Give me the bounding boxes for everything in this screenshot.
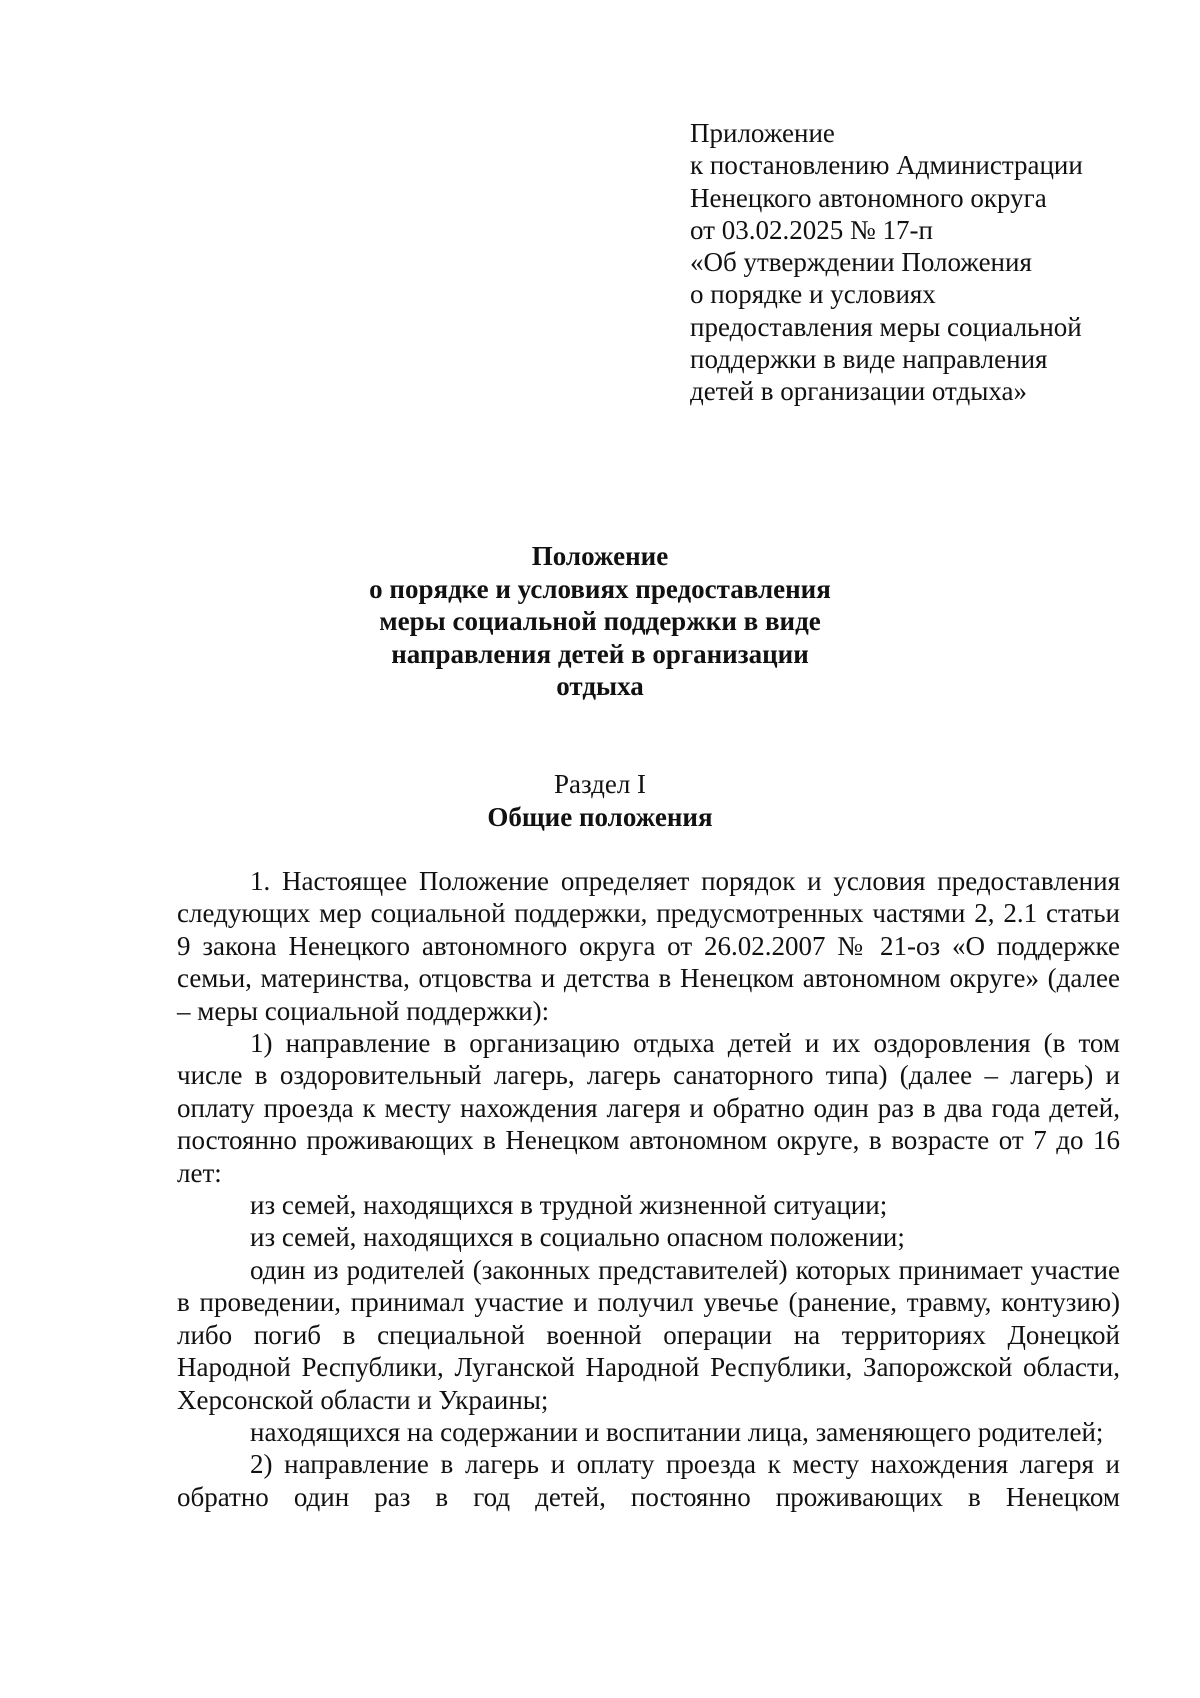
- appendix-header: [690, 117, 1150, 408]
- appendix-line: Ненецкого автономного округа: [690, 182, 1047, 213]
- appendix-line: о порядке и условиях: [690, 279, 936, 310]
- title-line: направления детей в организации: [391, 638, 809, 669]
- appendix-line: к постановлению Администрации: [690, 150, 1083, 181]
- paragraph-subitem: из семей, находящихся в трудной жизненной ситуации;: [250, 1190, 888, 1221]
- paragraph-1-item-2: 2) направление в лагерь и оплату проезда к месту нахождения лагеря и обратно один раз в год детей, постоянно проживающих в Ненецком: [177, 1449, 1120, 1512]
- paragraph-subitem: один из родителей (законных представителей) которых принимает участие в проведении, принимал участие и получил увечье (ранение, травму, контузию) либо погиб в специальной военной операции на территориях Донецкой Народной Республики, Луганской Народной Республики, Запорожской области, Херсонской области и Украины;: [177, 1254, 1120, 1415]
- title-line: меры социальной поддержки в виде: [379, 606, 821, 636]
- appendix-line: Приложение: [690, 118, 835, 148]
- paragraph-1-item-1: 1) направление в организацию отдыха детей и их оздоровления (в том числе в оздоровительный лагерь, лагерь санаторного типа) (далее – лагерь) и оплату проезда к месту нахождения лагеря и обратно один раз в два года детей, постоянно проживающих в Ненецком автономном округе, в возрасте от 7 до 16 лет:: [177, 1028, 1120, 1188]
- appendix-line: от 03.02.2025 № 17-п: [690, 214, 933, 245]
- appendix-line: поддержки в виде направления: [690, 344, 1048, 375]
- body-text: [177, 865, 1120, 1513]
- title-line: о порядке и условиях предоставления: [369, 573, 831, 604]
- paragraph-subitem: из семей, находящихся в социально опасном положении;: [250, 1222, 905, 1253]
- appendix-line: «Об утверждении Положения: [690, 247, 1032, 278]
- paragraph-subitem: находящихся на содержании и воспитании лица, заменяющего родителей;: [250, 1416, 1104, 1447]
- paragraph-1: 1. Настоящее Положение определяет порядок и условия предоставления следующих мер социальной поддержки, предусмотренных частями 2, 2.1 статьи 9 закона Ненецкого автономного округа от 26.02.2007 № 21-оз «О поддержке семьи, материнства, отцовства и детства в Ненецком автономном округе» (далее – меры социальной поддержки):: [177, 866, 1120, 1026]
- appendix-line: детей в организации отдыха»: [690, 376, 1027, 407]
- section-number: Раздел I: [553, 769, 647, 799]
- section-title: Общие положения: [487, 802, 713, 832]
- title-line: Положение: [531, 541, 669, 571]
- appendix-line: предоставления меры социальной: [690, 311, 1082, 342]
- title-line: отдыха: [556, 671, 644, 701]
- document-title: [0, 540, 1200, 703]
